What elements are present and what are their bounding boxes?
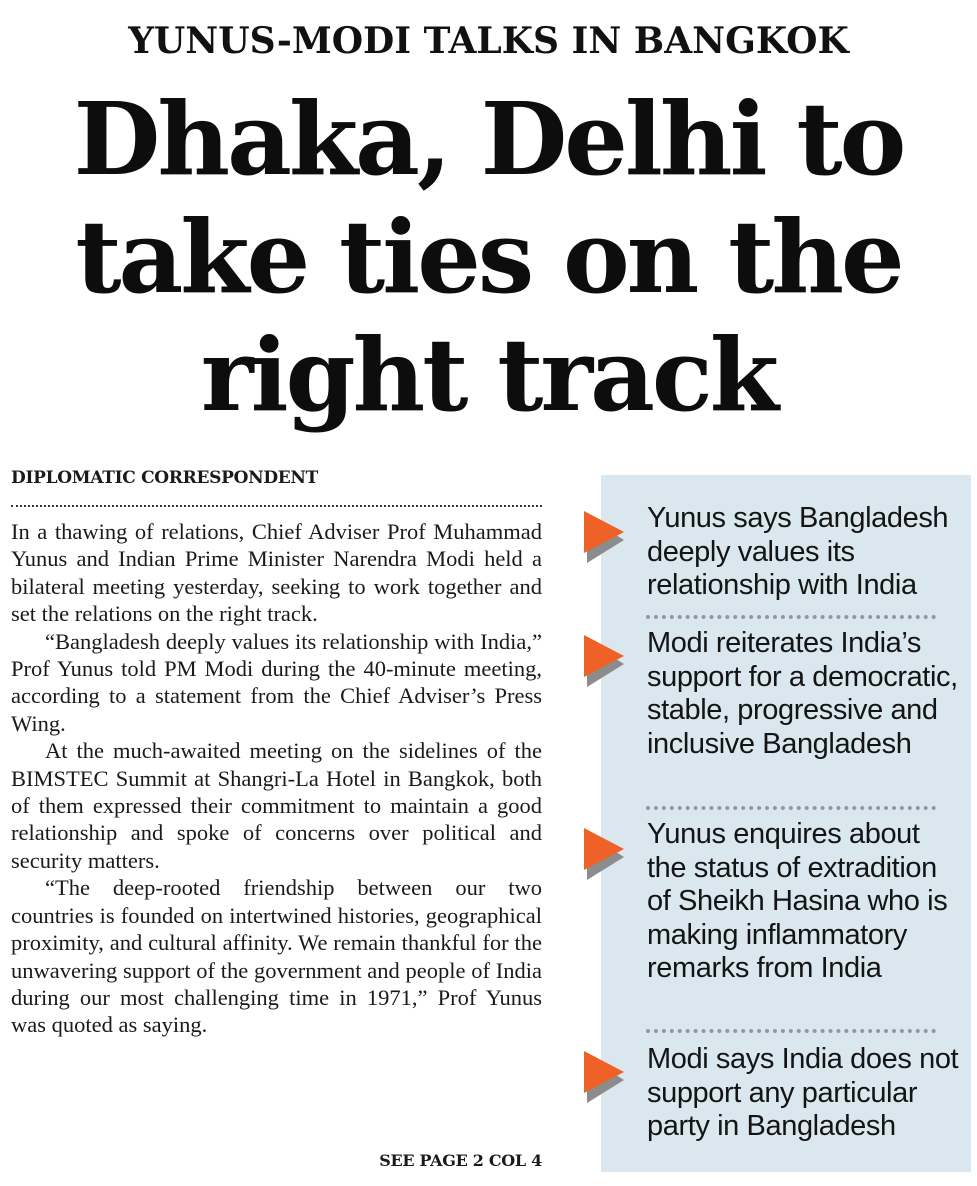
headline-line-2: take ties on the [75,198,902,316]
article-paragraph: “The deep-rooted friendship between our two countries is founded on intertwined histories, geographical proximity, and cultural affinity. We remain thankful for the unwavering support of the government and people of India during our most challenging time in 1971,” Prof Yunus was quoted as saying. [11,875,542,1038]
article-paragraph: In a thawing of relations, Chief Adviser Prof Muhammad Yunus and Indian Prime Minister Narendra Modi held a bilateral meeting yesterday, seeking to work together and set the relations on the right track. [11,519,542,627]
byline: DIPLOMATIC CORRESPONDENT [11,468,319,488]
highlight-text: Yunus enquires about the status of extradition of Sheikh Hasina who is making inflammatory remarks from India [647,818,948,984]
highlight-divider [646,806,936,810]
triangle-arrow-icon [584,822,628,882]
headline [0,80,977,434]
triangle-arrow-icon [584,505,628,565]
highlight-divider [646,615,936,619]
continuation-link[interactable]: SEE PAGE 2 COL 4 [379,1151,542,1170]
highlight-text: Modi says India does not support any particular party in Bangladesh [647,1043,959,1142]
byline-divider [11,505,542,507]
article-paragraph: “Bangladesh deeply values its relationship with India,” Prof Yunus told PM Modi during the 40-minute meeting, according to a statement from the Chief Adviser’s Press Wing. [11,628,542,736]
headline-line-3: right track [200,316,777,434]
highlight-text: Modi reiterates India’s support for a democratic, stable, progressive and inclusive Bangladesh [647,627,958,760]
kicker: YUNUS-MODI TALKS IN BANGKOK [128,20,849,62]
triangle-arrow-icon [584,1045,628,1105]
highlight-text: Yunus says Bangladesh deeply values its relationship with India [647,502,949,601]
article-body [11,518,542,1039]
highlight-divider [646,1029,936,1033]
highlights-sidebar [601,475,971,1172]
triangle-arrow-icon [584,629,628,689]
article-paragraph: At the much-awaited meeting on the sidelines of the BIMSTEC Summit at Shangri-La Hotel in Bangkok, both of them expressed their commitment to maintain a good relationship and spoke of concerns over political and security matters. [11,738,542,873]
headline-line-1: Dhaka, Delhi to [73,80,904,198]
